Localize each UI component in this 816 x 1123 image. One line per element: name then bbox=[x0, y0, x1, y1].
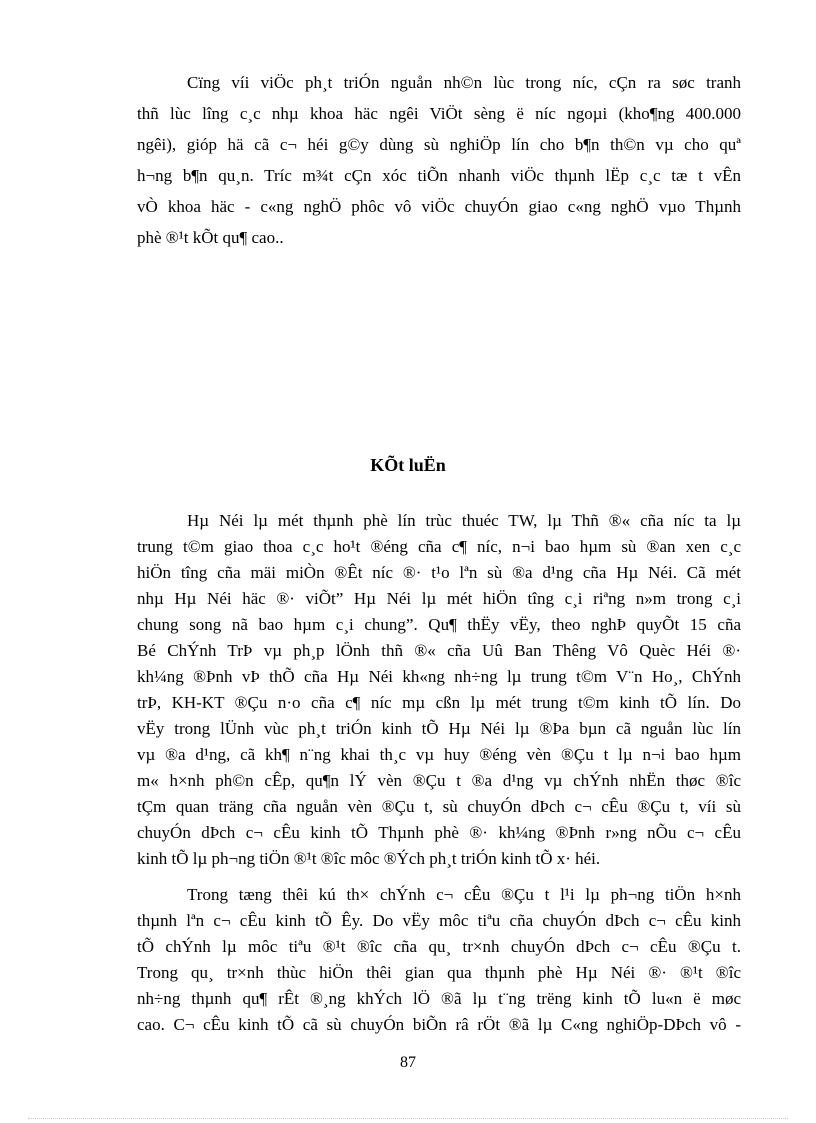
paragraph-line: Hµ Néi lµ mét thµnh phè lín trùc thuéc TW, lµ Thñ ®« cña níc ta lµ bbox=[187, 511, 741, 530]
paragraph-line: trÞ, KH-KT ®Çu n·o cña c¶ níc mµ cßn lµ mét trung t©m kinh tÕ lín. Do bbox=[137, 693, 741, 712]
paragraph-line: Trong qu¸ tr×nh thùc hiÖn thêi gian qua thµnh phè Hµ Néi ®· ®¹t ®îc bbox=[137, 963, 741, 982]
section-heading: KÕt luËn bbox=[370, 455, 446, 475]
paragraph-line: thµnh lªn c¬ cÊu kinh tÕ Êy. Do vËy môc tiªu cña chuyÓn dÞch c¬ cÊu kinh bbox=[137, 911, 741, 930]
paragraph-line: tÕ chÝnh lµ môc tiªu ®¹t ®îc cña qu¸ tr×nh chuyÓn dÞch c¬ cÊu ®Çu t. bbox=[137, 937, 741, 956]
paragraph-line: vµ ®a d¹ng, cã kh¶ n¨ng khai th¸c vµ huy ®éng vèn ®Çu t lµ n¬i bao hµm bbox=[137, 745, 741, 764]
paragraph-line: phè ®¹t kÕt qu¶ cao.. bbox=[137, 228, 284, 247]
paragraph-line: Bé ChÝnh TrÞ vµ ph¸p lÖnh thñ ®« cña Uû Ban Thêng Vô Quèc Héi ®· bbox=[137, 641, 741, 660]
paragraph-line: cao. C¬ cÊu kinh tÕ cã sù chuyÓn biÕn râ rÖt ®ã lµ C«ng nghiÖp-DÞch vô - bbox=[137, 1015, 741, 1034]
paragraph-line: thñ lùc lîng c¸c nhµ khoa häc ngêi ViÖt sèng ë níc ngoµi (kho¶ng 400.000 bbox=[137, 104, 741, 123]
paragraph-line: ngêi), gióp hä cã c¬ héi g©y dùng sù nghiÖp lín cho b¶n th©n vµ cho quª bbox=[137, 135, 741, 154]
paragraph-line: vÒ khoa häc - c«ng nghÖ phôc vô viÖc chuyÓn giao c«ng nghÖ vµo Thµnh bbox=[137, 197, 741, 216]
paragraph-line: vËy trong lÜnh vùc ph¸t triÓn kinh tÕ Hµ Néi lµ ®Þa bµn cã nguån lùc lín bbox=[137, 719, 741, 738]
paragraph-line: chung song nã bao hµm c¸i chung”. Qu¶ thËy vËy, theo nghÞ quyÕt 15 cña bbox=[137, 615, 741, 634]
paragraph-line: trung t©m giao thoa c¸c ho¹t ®éng cña c¶ níc, n¬i bao hµm sù ®an xen c¸c bbox=[137, 537, 741, 556]
paragraph-line: Cïng víi viÖc ph¸t triÓn nguån nh©n lùc trong níc, cÇn ra søc tranh bbox=[187, 73, 741, 92]
page-bottom-rule bbox=[28, 1118, 788, 1119]
paragraph-line: chuyÓn dÞch c¬ cÊu kinh tÕ Thµnh phè ®· kh¼ng ®Þnh r»ng nÕu c¬ cÊu bbox=[137, 823, 741, 842]
paragraph-line: nhµ Hµ Néi häc ®· viÕt” Hµ Néi lµ mét hiÖn tîng c¸i riªng n»m trong c¸i bbox=[137, 589, 741, 608]
page-number: 87 bbox=[400, 1054, 416, 1071]
paragraph-line: Trong tæng thêi kú th× chÝnh c¬ cÊu ®Çu t l¹i lµ ph¬ng tiÖn h×nh bbox=[187, 885, 741, 904]
paragraph-line: m« h×nh ph©n cÊp, qu¶n lÝ vèn ®Çu t ®a d¹ng vµ chÝnh nhËn thøc ®îc bbox=[137, 771, 741, 790]
paragraph-line: hiÖn tîng cña mäi miÒn ®Êt níc ®· t¹o lªn sù ®a d¹ng cña Hµ Néi. Cã mét bbox=[137, 563, 741, 582]
paragraph-line: nh÷ng thµnh qu¶ rÊt ®¸ng khÝch lÖ ®ã lµ t¨ng trëng kinh tÕ lu«n ë møc bbox=[137, 989, 741, 1008]
paragraph-line: kinh tÕ lµ ph¬ng tiÖn ®¹t ®îc môc ®Ých ph¸t triÓn kinh tÕ x· héi. bbox=[137, 849, 601, 868]
paragraph-line: kh¼ng ®Þnh vÞ thÕ cña Hµ Néi kh«ng nh÷ng lµ trung t©m V¨n Ho¸, ChÝnh bbox=[137, 667, 741, 686]
paragraph-line: h¬ng b¶n qu¸n. Tríc m¾t cÇn xóc tiÕn nhanh viÖc thµnh lËp c¸c tæ t vÊn bbox=[137, 166, 741, 185]
paragraph-line: tÇm quan träng cña nguån vèn ®Çu t, sù chuyÓn dÞch c¬ cÊu ®Çu t, víi sù bbox=[137, 797, 741, 816]
